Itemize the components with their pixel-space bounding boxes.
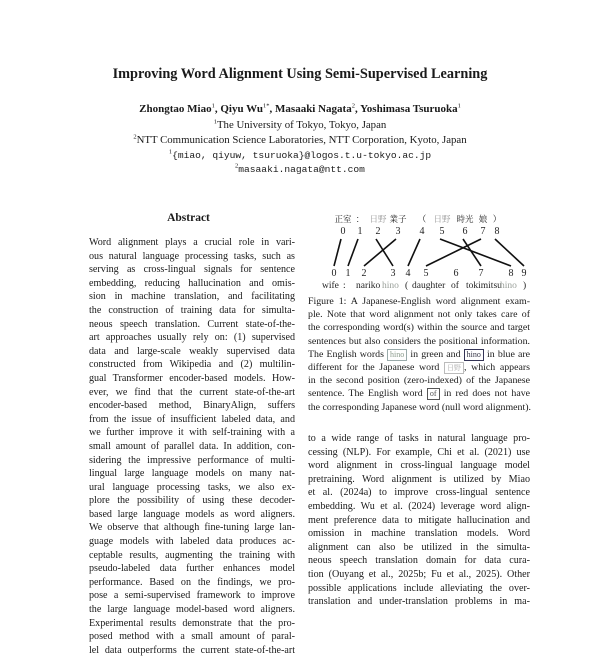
svg-text:業子: 業子 xyxy=(389,215,407,225)
svg-text:0: 0 xyxy=(331,268,337,279)
author-name: Zhongtao Miao xyxy=(139,103,212,115)
text-line: data and large-scale weakly supervised data xyxy=(89,345,295,357)
text-line: embedding, reducing hallucination and omis- xyxy=(89,277,295,289)
text-line: alignment can also be utilized in the simulta- xyxy=(308,541,530,553)
svg-text:tokimitsu: tokimitsu xyxy=(466,281,502,290)
svg-text:）: ） xyxy=(492,215,502,225)
text-line: sion in machine translation, and facilitating xyxy=(89,291,295,303)
text-line: serving as cross-lingual signals for sentence xyxy=(89,264,295,276)
svg-text:8: 8 xyxy=(494,226,500,237)
text-line: posed method with a small amount of paral- xyxy=(89,631,295,643)
svg-text:1: 1 xyxy=(357,226,363,237)
abstract-heading: Abstract xyxy=(167,212,210,224)
affiliation-2: $^2$NTT Communication Science Laboratories, NTT Corporation, Kyoto, Japan xyxy=(133,133,467,146)
alignment-link xyxy=(334,239,341,266)
svg-text:2: 2 xyxy=(375,226,381,237)
hino-jp-box: 日野 xyxy=(444,362,464,374)
text-line: encoder-based method, BinaryAlign, suffers xyxy=(89,400,295,412)
text-line: performance. Based on the findings, we pro- xyxy=(89,576,295,588)
text-line: lingual large language models on many nat- xyxy=(89,468,295,480)
svg-text:daughter: daughter xyxy=(412,281,446,290)
svg-text:hino: hino xyxy=(382,281,399,290)
svg-text:娘: 娘 xyxy=(478,215,488,225)
text-line: omission in machine translation models. Word xyxy=(308,528,530,540)
text-line: Word alignment plays a crucial role in vari- xyxy=(89,237,295,248)
text-line: possible applications include alleviating the over- xyxy=(308,582,530,594)
author-name: Yoshimasa Tsuruoka xyxy=(360,103,458,115)
hino-blue-box: hino xyxy=(464,349,484,361)
svg-text:): ) xyxy=(523,281,527,290)
alignment-link xyxy=(408,239,420,266)
svg-text:9: 9 xyxy=(521,268,527,279)
svg-text:8: 8 xyxy=(508,268,514,279)
text-line: cessing (NLP). For example, Chi et al. (2021) use xyxy=(308,446,530,458)
text-line: based large language models as word aligners. xyxy=(89,508,295,520)
author-name: Masaaki Nagata xyxy=(275,103,352,115)
affiliation-1: $^1$The University of Tokyo, Tokyo, Japan xyxy=(213,118,387,131)
svg-text:時光: 時光 xyxy=(456,215,474,225)
text-line: from the issue of insufficient labeled data, and xyxy=(89,413,295,425)
svg-text:日野: 日野 xyxy=(433,215,451,225)
svg-text:nariko: nariko xyxy=(356,281,381,290)
svg-text:4: 4 xyxy=(405,268,411,279)
text-line: gual Transformer encoder-based models. How- xyxy=(89,372,295,384)
email-1: $^1${miao, qiyuw, tsuruoka}@logos.t.u-tokyo.ac.jp xyxy=(168,148,432,161)
text-line: plore the possibility of using these decoder- xyxy=(89,495,295,507)
text-line: neous speech translation. Current state-of-the- xyxy=(89,318,295,330)
text-line: tion (Ouyang et al., 2025b; Fu et al., 2025). Other xyxy=(308,568,530,580)
email-2: $^2$masaaki.nagata@ntt.com xyxy=(235,162,365,175)
svg-text:4: 4 xyxy=(419,226,425,237)
text-line: pseudo-labeled data further enhances model xyxy=(89,563,295,575)
svg-text:hino: hino xyxy=(500,281,517,290)
svg-text:1: 1 xyxy=(345,268,351,279)
svg-text:日野: 日野 xyxy=(369,215,387,225)
text-line: the construction of training data for simulta- xyxy=(89,304,295,316)
text-line: the large language model-based word aligners. xyxy=(89,604,295,616)
abstract-body xyxy=(89,236,295,657)
text-line: ment preference data to mitigate hallucination and xyxy=(308,514,530,526)
text-line: constructed from Wikipedia and (2) multilin- xyxy=(89,359,295,371)
alignment-diagram xyxy=(320,210,530,290)
author-list: Zhongtao Miao$^1$, Qiyu $Wu^{1*}$, Masaaki Nagata$^2$, Yoshimasa Tsuruoka$^1$ xyxy=(139,102,461,115)
text-line: sidering the impressive performance of multi- xyxy=(89,454,295,466)
svg-text::: : xyxy=(343,281,346,290)
svg-text:0: 0 xyxy=(340,226,346,237)
of-red-box: of xyxy=(427,388,440,400)
svg-text:wife: wife xyxy=(322,281,339,290)
author-name: Qiyu Wu xyxy=(220,103,264,115)
svg-text:（: （ xyxy=(417,215,427,225)
text-line: embedding. Wu et al. (2024) leverage word align- xyxy=(308,500,530,512)
svg-text:5: 5 xyxy=(423,268,429,279)
text-line: word alignment in cross-lingual language model xyxy=(308,460,530,472)
text-line: translation and under-translation problems in ma- xyxy=(308,596,530,608)
body-text-right xyxy=(308,432,530,609)
paper-title: Improving Word Alignment Using Semi-Supervised Learning xyxy=(112,66,488,82)
hino-green-box: hino xyxy=(387,349,407,361)
text-line: ever, we find that the current state-of-the-art xyxy=(89,386,295,398)
svg-text:正室: 正室 xyxy=(334,215,352,225)
svg-text:3: 3 xyxy=(390,268,396,279)
text-line: neous speech translation domain for data cura- xyxy=(308,555,530,567)
svg-text:7: 7 xyxy=(478,268,484,279)
text-line: pretraining. Word alignment is utilized by Miao xyxy=(308,473,530,485)
text-line: We observe that although fine-tuning large lan- xyxy=(89,522,295,534)
figure-caption: Figure 1: A Japanese-English word alignment exam- ple. Note that word alignment not only takes care of the corresponding word(s) within the source and target sentences but also considers the positional information. The English words hino in green and hino in blue are different for the Japanese word 日野 , which appears in the second position (zero-indexed) of the Japanese sentence. The English word of in red does not have the corresponding Japanese word (null word alignment). xyxy=(308,296,531,413)
text-line: pose a semi-supervised framework to improve xyxy=(89,590,295,602)
svg-text:：: ： xyxy=(355,215,365,225)
alignment-link xyxy=(348,239,358,266)
text-line: ural language processing tasks, we also ex- xyxy=(89,481,295,493)
text-line: ceptable results, augmenting the training with xyxy=(89,549,295,561)
svg-text:6: 6 xyxy=(453,268,459,279)
text-line: art approaches usually rely on: (1) supervised xyxy=(89,332,295,344)
text-line: small amount of parallel data. In addition, con- xyxy=(89,440,295,452)
svg-text:3: 3 xyxy=(395,226,401,237)
text-line: to a wide range of tasks in natural language pro- xyxy=(308,433,530,444)
text-line: we further improve it with self-training with a xyxy=(89,427,295,439)
svg-text:7: 7 xyxy=(480,226,486,237)
text-line: ous natural language processing tasks, such as xyxy=(89,250,295,262)
text-line: guage models with labeled data produces ac- xyxy=(89,536,295,548)
figure-1 xyxy=(320,210,530,290)
svg-text:6: 6 xyxy=(462,226,468,237)
text-line: et al. (2024a) to improve cross-lingual sentence xyxy=(308,487,530,499)
text-line: lel data outperforms the current state-of-the-art xyxy=(89,644,295,656)
svg-text:(: ( xyxy=(405,281,409,290)
svg-text:of: of xyxy=(451,281,459,290)
text-line: Experimental results demonstrate that the pro- xyxy=(89,617,295,629)
svg-text:2: 2 xyxy=(361,268,367,279)
svg-text:5: 5 xyxy=(439,226,445,237)
